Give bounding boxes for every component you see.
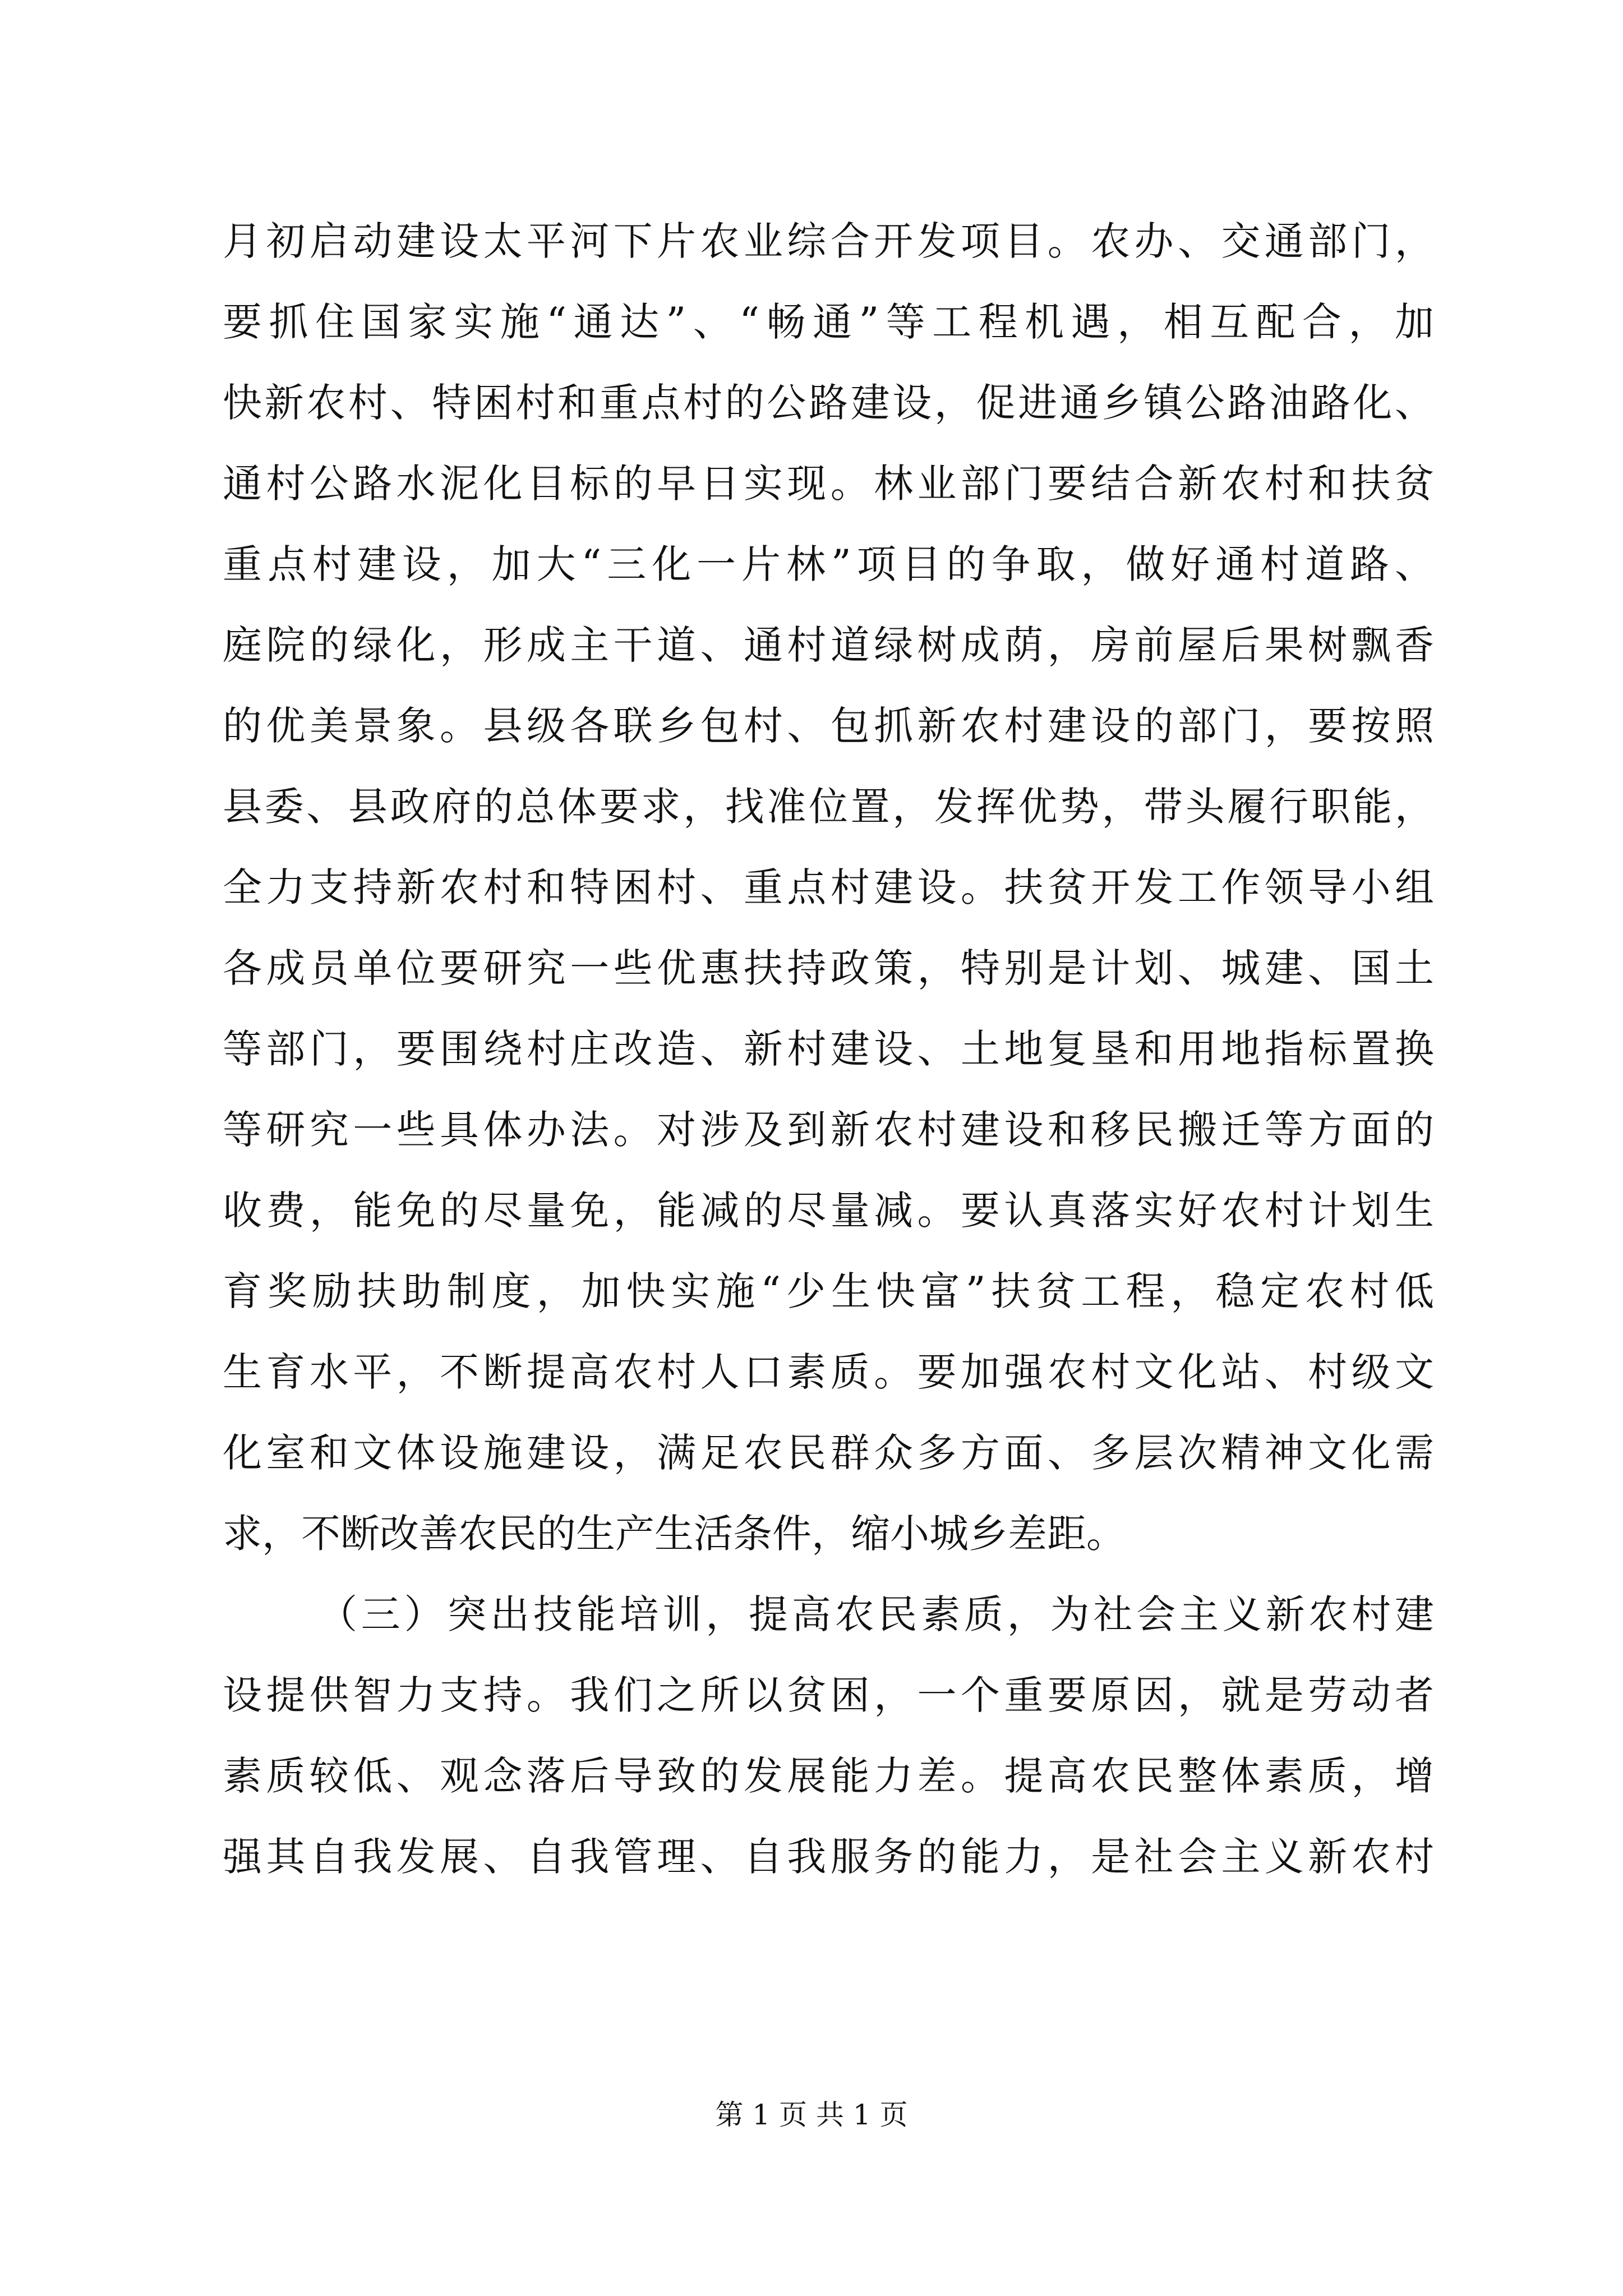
text-line: 要抓住国家实施“通达”、“畅通”等工程机遇，相互配合，加 xyxy=(223,299,1434,345)
text-line: 等研究一些具体办法。对涉及到新农村建设和移民搬迁等方面的 xyxy=(223,1107,1434,1153)
text-line: 的优美景象。县级各联乡包村、包抓新农村建设的部门，要按照 xyxy=(223,703,1434,749)
text-line: 各成员单位要研究一些优惠扶持政策，特别是计划、城建、国土 xyxy=(223,945,1434,991)
text-line: 快新农村、特困村和重点村的公路建设，促进通乡镇公路油路化、 xyxy=(223,380,1434,426)
text-line: 生育水平，不断提高农村人口素质。要加强农村文化站、村级文 xyxy=(223,1349,1434,1395)
section-heading-line: （三）突出技能培训，提高农民素质，为社会主义新农村建 xyxy=(318,1591,1434,1637)
page-number-footer: 第 1 页 共 1 页 xyxy=(715,2099,908,2131)
text-line: 求，不断改善农民的生产生活条件，缩小城乡差距。 xyxy=(223,1511,1126,1557)
text-line: 庭院的绿化，形成主干道、通村道绿树成荫，房前屋后果树飘香 xyxy=(223,622,1434,668)
text-line: 强其自我发展、自我管理、自我服务的能力，是社会主义新农村 xyxy=(223,1834,1434,1880)
text-line: 素质较低、观念落后导致的发展能力差。提高农民整体素质，增 xyxy=(223,1753,1434,1799)
text-line: 设提供智力支持。我们之所以贫困，一个重要原因，就是劳动者 xyxy=(223,1672,1434,1718)
text-line: 通村公路水泥化目标的早日实现。林业部门要结合新农村和扶贫 xyxy=(223,461,1434,507)
text-line: 育奖励扶助制度，加快实施“少生快富”扶贫工程，稳定农村低 xyxy=(223,1268,1434,1314)
text-line: 月初启动建设太平河下片农业综合开发项目。农办、交通部门， xyxy=(223,218,1434,264)
text-line: 收费，能免的尽量免，能减的尽量减。要认真落实好农村计划生 xyxy=(223,1188,1434,1234)
text-line: 化室和文体设施建设，满足农民群众多方面、多层次精神文化需 xyxy=(223,1430,1434,1476)
text-line: 县委、县政府的总体要求，找准位置，发挥优势，带头履行职能， xyxy=(223,784,1434,830)
text-line: 等部门，要围绕村庄改造、新村建设、土地复垦和用地指标置换 xyxy=(223,1026,1434,1072)
text-line: 全力支持新农村和特困村、重点村建设。扶贫开发工作领导小组 xyxy=(223,864,1434,910)
body-text xyxy=(223,201,1434,1897)
text-line: 重点村建设，加大“三化一片林”项目的争取，做好通村道路、 xyxy=(223,541,1434,587)
